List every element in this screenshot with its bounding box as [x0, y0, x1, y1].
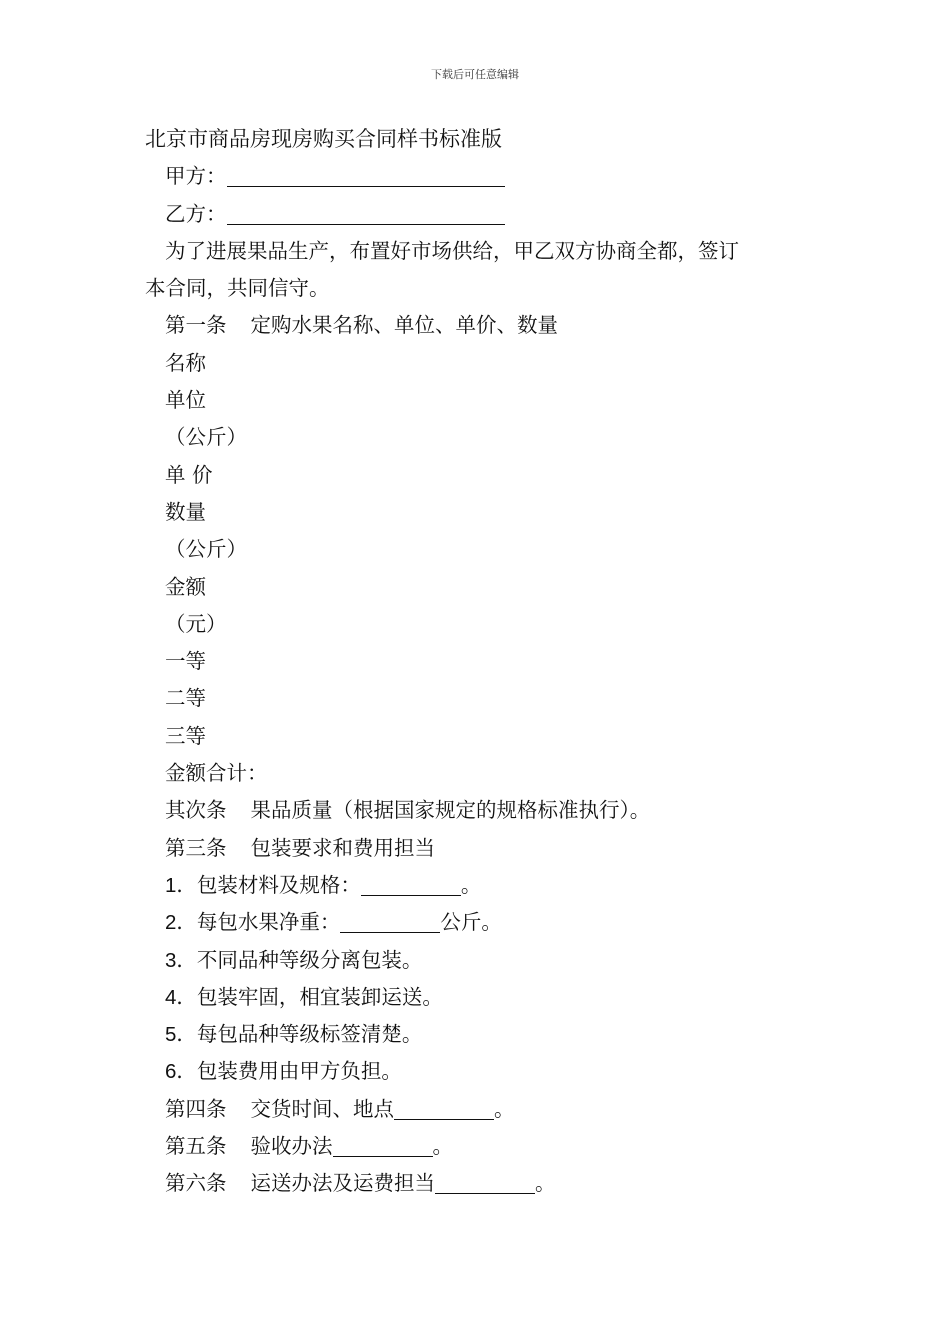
packing-item-4: [145, 979, 810, 1016]
packing-item-5-number: 5．: [165, 1023, 197, 1047]
article-5-end: 。: [432, 1134, 453, 1159]
delivery-blank: [394, 1097, 494, 1120]
article-4-number: 第四条: [165, 1096, 227, 1121]
table-term-quantity: 数量: [165, 499, 206, 524]
article-2-number: 其次条: [165, 798, 227, 823]
table-term-name: 名称: [165, 350, 206, 375]
packing-item-1-number: 1．: [165, 873, 197, 897]
net-weight-blank: [340, 910, 440, 933]
packing-item-6: [145, 1053, 810, 1090]
party-a-line: [145, 158, 810, 195]
contract-body: [145, 121, 810, 1203]
page-header-note: 下载后可任意编辑: [431, 68, 519, 81]
party-a-blank: [227, 164, 505, 187]
packing-item-4-text: 包装牢固，相宜装卸运送。: [196, 984, 443, 1009]
table-term-amount: 金额: [165, 574, 206, 599]
table-term-quantity-kg: （公斤）: [165, 537, 247, 562]
packing-item-1: [145, 867, 810, 904]
packing-item-5-text: 每包品种等级标签清楚。: [196, 1022, 423, 1047]
article-6-end: 。: [535, 1171, 556, 1196]
article-1: [145, 307, 810, 344]
party-a-label: 甲方：: [165, 164, 227, 189]
table-term-grade-1: 一等: [165, 649, 206, 674]
packing-item-5: [145, 1016, 810, 1053]
article-1-number: 第一条: [165, 313, 227, 338]
intro-paragraph: [145, 233, 805, 308]
packing-item-2-number: 2．: [165, 911, 197, 935]
document-title: 北京市商品房现房购买合同样书标准版: [145, 127, 502, 151]
article-6-number: 第六条: [165, 1171, 227, 1196]
packing-item-2-end: 公斤。: [440, 910, 502, 935]
article-1-text: 定购水果名称、单位、单价、数量: [250, 313, 558, 338]
table-term-unit-kg: （公斤）: [165, 425, 247, 450]
article-4: [145, 1091, 810, 1128]
table-term-grade-3: 三等: [165, 723, 206, 748]
table-term-amount-yuan: （元）: [165, 611, 227, 636]
table-term-unit: 单位: [165, 388, 206, 413]
article-3: [145, 830, 810, 867]
article-4-text: 交货时间、地点: [250, 1096, 394, 1121]
packing-item-2-text: 每包水果净重：: [196, 910, 341, 935]
article-3-number: 第三条: [165, 835, 227, 860]
total-amount-line: 金额合计：: [165, 761, 268, 786]
packing-item-6-number: 6．: [165, 1060, 197, 1084]
article-5-number: 第五条: [165, 1134, 227, 1159]
packing-item-4-number: 4．: [165, 985, 197, 1009]
packing-item-3-text: 不同品种等级分离包装。: [196, 947, 423, 972]
packing-item-1-text: 包装材料及规格：: [196, 872, 361, 897]
article-6: [145, 1165, 810, 1202]
transport-blank: [435, 1171, 535, 1194]
article-5: [145, 1128, 810, 1165]
article-2: [145, 792, 810, 829]
article-2-text: 果品质量（根据国家规定的规格标准执行）。: [250, 798, 651, 823]
intro-line-1: 为了进展果品生产，布置好市场供给，甲乙双方协商全都，签订: [165, 238, 739, 263]
article-4-end: 。: [494, 1096, 515, 1121]
table-term-grade-2: 二等: [165, 686, 206, 711]
packing-item-3-number: 3．: [165, 948, 197, 972]
intro-line-2: 本合同，共同信守。: [145, 276, 330, 301]
packing-item-2: [145, 904, 810, 941]
article-3-text: 包装要求和费用担当: [250, 835, 435, 860]
article-6-text: 运送办法及运费担当: [250, 1171, 435, 1196]
packing-material-blank: [361, 873, 461, 896]
packing-item-1-end: 。: [460, 872, 482, 897]
packing-item-6-text: 包装费用由甲方负担。: [196, 1059, 402, 1084]
acceptance-blank: [333, 1134, 433, 1157]
table-term-price: 单 价: [165, 462, 213, 487]
party-b-blank: [227, 202, 505, 225]
packing-item-3: [145, 942, 810, 979]
party-b-line: [145, 196, 810, 233]
party-b-label: 乙方：: [165, 201, 227, 226]
article-5-text: 验收办法: [250, 1134, 333, 1159]
